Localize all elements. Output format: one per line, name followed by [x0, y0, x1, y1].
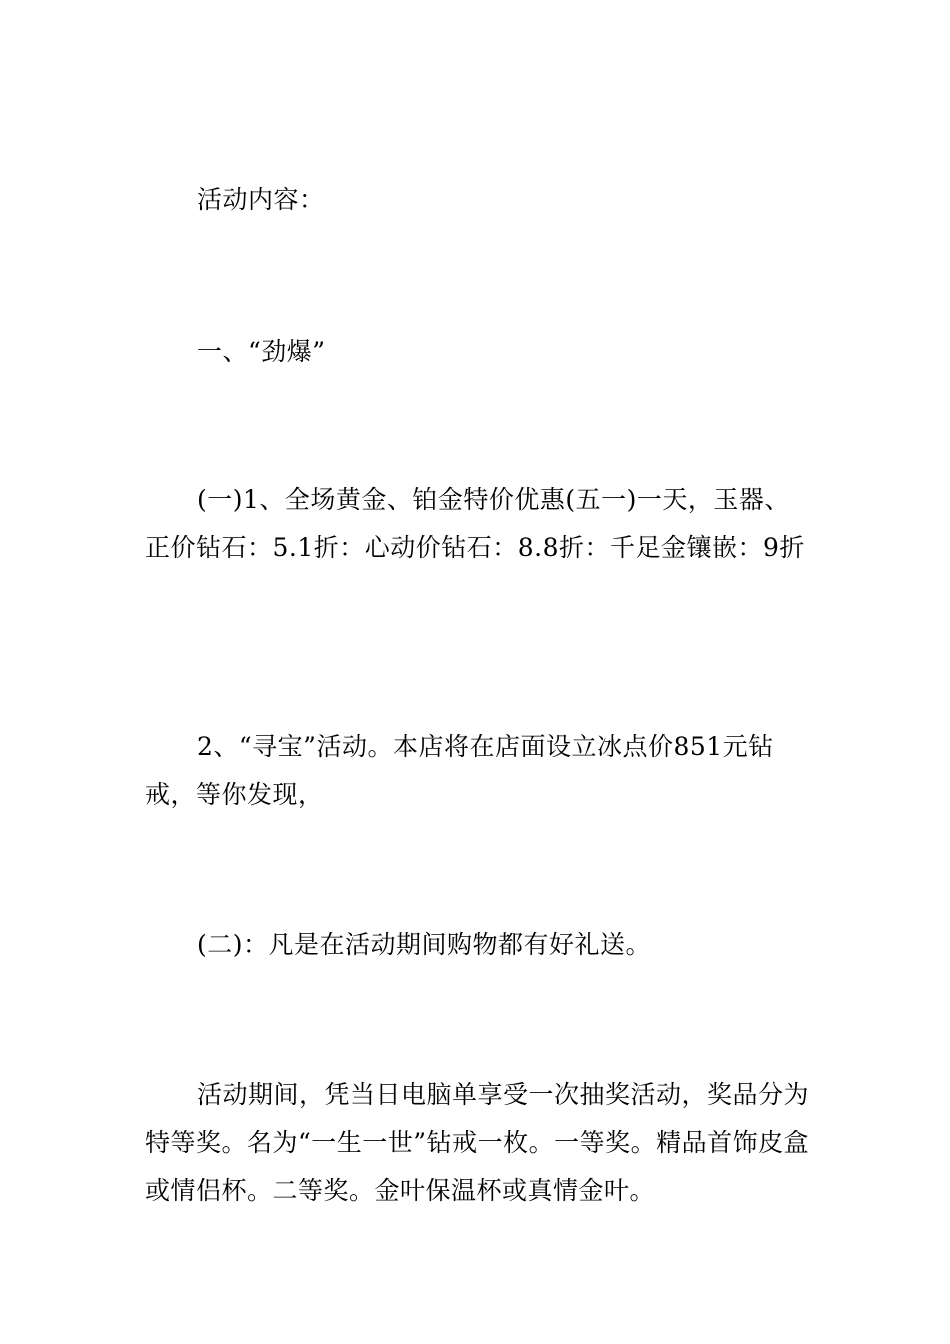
discount-item-paragraph: (一)1、全场黄金、铂金特价优惠(五一)一天，玉器、正价钻石：5.1折：心动价钻石：8.8折：千足金镶嵌：9折 — [145, 485, 805, 562]
section-one-title: 一、“劲爆” — [197, 337, 326, 366]
treasure-hunt-paragraph: 2、“寻宝”活动。本店将在店面设立冰点价851元钻戒，等你发现， — [145, 732, 774, 809]
activity-content-heading: 活动内容： — [197, 185, 325, 214]
lottery-paragraph: 活动期间，凭当日电脑单享受一次抽奖活动，奖品分为特等奖。名为“一生一世”钻戒一枚。一等奖。精品首饰皮盒或情侣杯。二等奖。金叶保温杯或真情金叶。 — [145, 1080, 810, 1205]
gift-paragraph: (二)：凡是在活动期间购物都有好礼送。 — [197, 930, 652, 959]
